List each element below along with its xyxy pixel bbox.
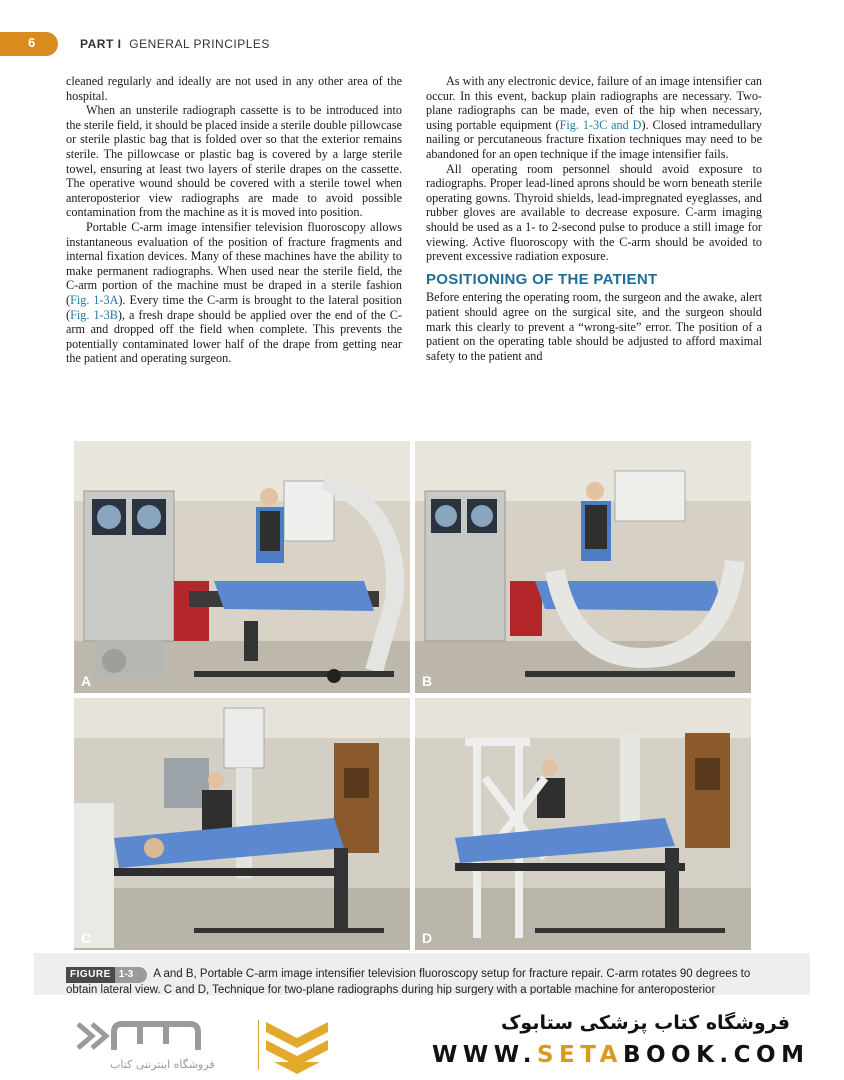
paragraph bbox=[66, 220, 402, 366]
panel-label: B bbox=[422, 673, 433, 689]
figure-panel-a bbox=[74, 441, 410, 693]
text-run: ). Closed intramedullary nailing or percutaneous fracture fixation techniques may need to be abandoned for an open technique if the image intensifier fails. bbox=[426, 117, 762, 161]
left-column bbox=[66, 74, 402, 366]
logo-subtext: فروشگاه اینترنتی کتاب bbox=[110, 1058, 215, 1071]
section-heading: POSITIONING OF THE PATIENT bbox=[426, 270, 658, 288]
figure-tag: FIGURE bbox=[66, 967, 115, 983]
paragraph: cleaned regularly and ideally are not used in any other area of the hospital. bbox=[66, 74, 402, 103]
setabook-logo bbox=[70, 1010, 250, 1072]
text-run: ), a fresh drape should be applied over the end of the C-arm and dropped off the field when complete. This prevents the potentially contaminated lower half of the drape from getting near the patient and operating surgeon. bbox=[66, 307, 402, 366]
panel-label: C bbox=[81, 930, 92, 946]
url-suffix: BOOK.COM bbox=[622, 1042, 810, 1068]
figure-link-1-3b[interactable]: Fig. 1-3B bbox=[70, 307, 118, 322]
page-number: 6 bbox=[28, 35, 36, 50]
or-photo-d bbox=[415, 698, 751, 950]
figure-panel-b bbox=[415, 441, 751, 693]
chevron-stack-icon bbox=[262, 1018, 332, 1074]
url-accent: SETA bbox=[536, 1042, 623, 1068]
caption-text: A and B, Portable C-arm image intensifier television fluoroscopy setup for fracture repair. C-arm rotates 90 degrees to obtain lateral view. C and D, Technique for two-plane radiographs during hip surgery with a portable machine for anteroposterior bbox=[66, 968, 751, 995]
paragraph bbox=[426, 74, 762, 162]
figure-1-3 bbox=[74, 441, 754, 953]
text-run: ). Every time the C-arm is brought to the lateral position ( bbox=[66, 292, 402, 322]
panel-label: A bbox=[81, 673, 92, 689]
or-photo-b bbox=[415, 441, 751, 693]
paragraph: All operating room personnel should avoid exposure to radiographs. Proper lead-lined aprons should be worn beneath sterile operating gowns. Thyroid shields, lead-impregnated eyeglasses, and rubber gloves are available to decrease exposure. C-arm imaging should be used as a 1- to 2-second pulse to produce a still image for viewing. Active fluoroscopy with the C-arm should be avoided to prevent excessive radiation exposure. bbox=[426, 161, 762, 264]
figure-caption bbox=[66, 967, 766, 995]
panel-label: D bbox=[422, 930, 433, 946]
paragraph: Before entering the operating room, the surgeon and the awake, alert patient should agree on the surgical site, and the surgeon should mark this clearly to prevent a “wrong-site” error. The position of a patient on the operating table should be adjusted to afford maximal safety to the patient and bbox=[426, 290, 762, 363]
or-photo-a bbox=[74, 441, 410, 693]
figure-link-1-3a[interactable]: Fig. 1-3A bbox=[70, 292, 119, 307]
text-run: As with any electronic device, failure of an image intensifier can occur. In this event, backup plain radiographs are necessary. Two-plane radiographs can be made, even of the hip when necessary, using portable equipment ( bbox=[426, 74, 762, 132]
section-label: GENERAL PRINCIPLES bbox=[129, 37, 270, 51]
store-name: فروشگاه کتاب پزشکی ستابوک bbox=[500, 1012, 790, 1034]
figure-link-1-3c-d[interactable]: Fig. 1-3C and D bbox=[559, 117, 642, 132]
store-url[interactable] bbox=[432, 1042, 810, 1068]
part-label: PART I bbox=[80, 37, 122, 51]
figure-number: 1-3 bbox=[115, 967, 147, 983]
text-run: Portable C-arm image intensifier television fluoroscopy allows instantaneous evaluation of the position of fracture fragments and internal fixation devices. Many of these machines have the ability to make permanent radiographs. When used near the sterile field, the C-arm portion of the machine must be draped in a sterile fashion ( bbox=[66, 219, 402, 307]
figure-panel-c bbox=[74, 698, 410, 950]
or-photo-c bbox=[74, 698, 410, 950]
logo-divider bbox=[258, 1020, 259, 1070]
url-prefix: WWW. bbox=[432, 1042, 537, 1068]
right-column bbox=[426, 74, 762, 363]
running-head bbox=[80, 37, 270, 51]
figure-panel-d bbox=[415, 698, 751, 950]
paragraph: When an unsterile radiograph cassette is to be introduced into the sterile field, it should be placed inside a sterile double pillowcase or sterile plastic bag that is folded over so that the exterior remains sterile. The pillowcase or plastic bag is covered by a large sterile towel, ensuring at least two layers of sterile drapes on the cassette. The operative wound should be covered with a sterile towel when anteroposterior view radiographs are made to avoid possible contamination from the machine as it is moved into position. bbox=[66, 103, 402, 220]
